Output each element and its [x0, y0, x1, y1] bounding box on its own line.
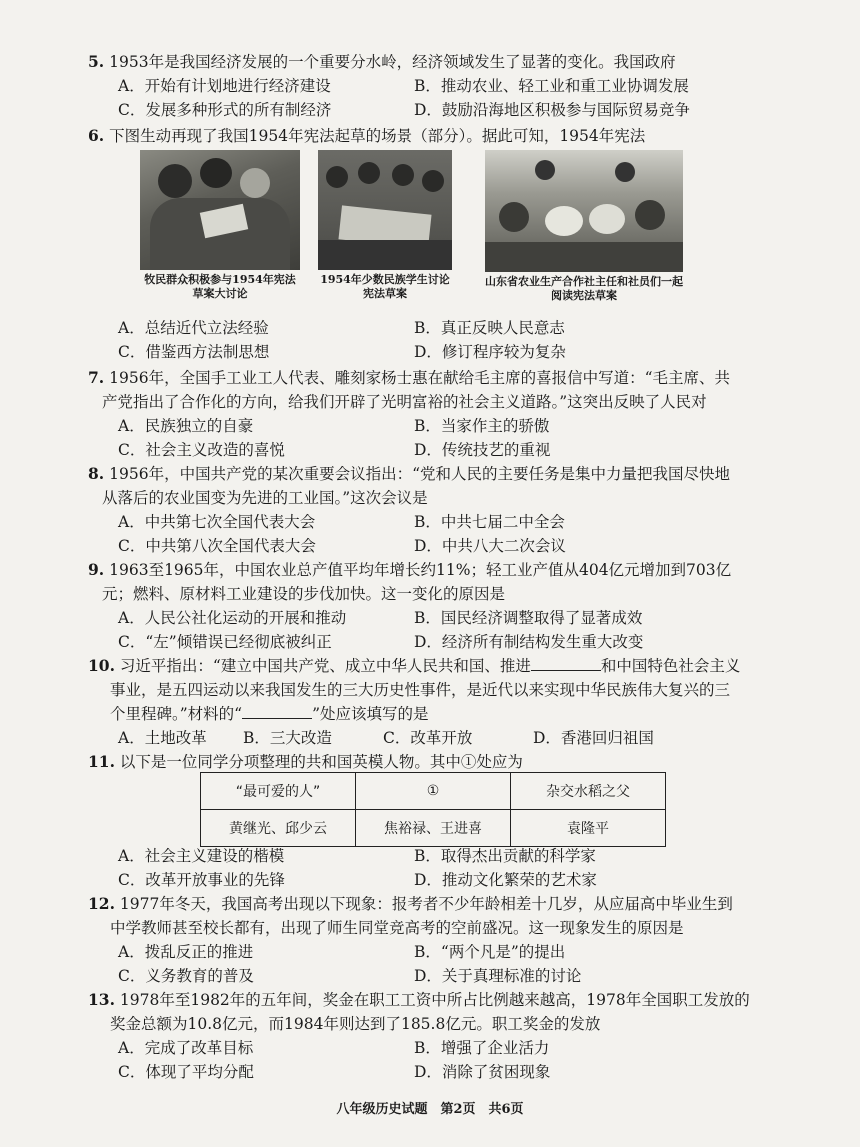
page-footer: 八年级历史试题 第2页 共6页	[336, 1102, 524, 1117]
heroes-table	[200, 772, 666, 847]
question-stem-line-1: 1977年冬天，我国高考出现以下现象：报考者不少年龄相差十几岁，从应届高中毕业生到	[119, 895, 733, 913]
option-a: A．民族独立的自豪	[118, 417, 254, 435]
option-a: A．土地改革	[118, 729, 207, 747]
question-8	[88, 462, 768, 558]
question-7	[88, 366, 768, 462]
option-d: D．修订程序较为复杂	[414, 343, 566, 361]
question-number: 10.	[88, 656, 115, 675]
option-a: A．总结近代立法经验	[118, 319, 269, 337]
question-6	[88, 124, 768, 148]
question-stem-line-1: 1956年，全国手工业工人代表、雕刻家杨士惠在献给毛主席的喜报信中写道：“毛主席、共	[109, 369, 730, 387]
table-cell: 杂交水稻之父	[511, 773, 666, 810]
question-stem: 以下是一位同学分项整理的共和国英模人物。其中①处应为	[119, 753, 523, 771]
option-d: D．中共八大二次会议	[414, 537, 566, 555]
photo-caption: 1954年少数民族学生讨论宪法草案	[320, 273, 450, 300]
option-b: B．真正反映人民意志	[414, 319, 565, 337]
table-row	[201, 773, 666, 810]
question-12	[88, 892, 768, 988]
question-stem-part-2: 和中国特色社会主义	[600, 657, 741, 675]
option-b: B．中共七届二中全会	[414, 513, 565, 531]
option-a: A．拨乱反正的推进	[118, 943, 254, 961]
question-stem-part-1: 习近平指出：“建立中国共产党、成立中华人民共和国、推进	[119, 657, 531, 675]
option-b: B．国民经济调整取得了显著成效	[414, 609, 643, 627]
photo-caption: 牧民群众积极参与1954年宪法草案大讨论	[144, 273, 296, 300]
question-stem-line-2: 奖金总额为10.8亿元，而1984年则达到了185.8亿元。职工奖金的发放	[110, 1015, 601, 1033]
table-cell: 黄继光、邱少云	[201, 810, 356, 847]
option-b: B．取得杰出贡献的科学家	[414, 847, 596, 865]
option-c: C．“左”倾错误已经彻底被纠正	[118, 633, 332, 651]
option-c: C．改革开放事业的先锋	[118, 871, 285, 889]
question-stem-part-4: ”处应该填写的是	[312, 705, 429, 723]
cooperative-photo-image	[485, 150, 683, 272]
photo-caption: 山东省农业生产合作社主任和社员们一起阅读宪法草案	[485, 275, 683, 302]
photo-group	[140, 150, 683, 310]
option-b: B．当家作主的骄傲	[414, 417, 550, 435]
question-number: 6.	[88, 126, 105, 145]
table-cell: 焦裕禄、王进喜	[356, 810, 511, 847]
option-d: D．传统技艺的重视	[414, 441, 551, 459]
option-c: C．社会主义改造的喜悦	[118, 441, 285, 459]
question-11-options	[88, 844, 768, 892]
option-d: D．香港回归祖国	[533, 729, 654, 747]
option-c: C．中共第八次全国代表大会	[118, 537, 316, 555]
option-c: C．义务教育的普及	[118, 967, 254, 985]
option-a: A．人民公社化运动的开展和推动	[118, 609, 347, 627]
fill-blank	[242, 702, 312, 719]
question-number: 12.	[88, 894, 115, 913]
photo-herdsmen	[140, 150, 300, 301]
fill-blank	[531, 654, 601, 671]
option-b: B．推动农业、轻工业和重工业协调发展	[414, 77, 689, 95]
question-5	[88, 50, 768, 122]
option-d: D．鼓励沿海地区积极参与国际贸易竞争	[414, 101, 690, 119]
option-c: C．发展多种形式的所有制经济	[118, 101, 332, 119]
question-number: 8.	[88, 464, 105, 483]
option-a: A．完成了改革目标	[118, 1039, 254, 1057]
table-cell: 袁隆平	[511, 810, 666, 847]
option-d: D．推动文化繁荣的艺术家	[414, 871, 597, 889]
question-stem: 下图生动再现了我国1954年宪法起草的场景（部分）。据此可知，1954年宪法	[109, 127, 646, 145]
photo-students	[318, 150, 452, 301]
option-b: B．三大改造	[243, 729, 332, 747]
question-stem-part-3: 个里程碑。”材料的“	[110, 705, 243, 723]
question-stem-line-2: 产党指出了合作化的方向，给我们开辟了光明富裕的社会主义道路。”这突出反映了人民对	[102, 393, 707, 411]
photo-cooperative	[485, 150, 683, 303]
option-c: C．改革开放	[383, 729, 473, 747]
option-d: D．关于真理标准的讨论	[414, 967, 582, 985]
question-stem-line-1: 1956年，中国共产党的某次重要会议指出：“党和人民的主要任务是集中力量把我国尽快地	[109, 465, 730, 483]
question-number: 13.	[88, 990, 115, 1009]
question-number: 9.	[88, 560, 105, 579]
option-a: A．中共第七次全国代表大会	[118, 513, 316, 531]
table-row	[201, 810, 666, 847]
question-9	[88, 558, 768, 654]
question-6-options	[88, 316, 768, 364]
option-d: D．经济所有制结构发生重大改变	[414, 633, 644, 651]
option-a: A．社会主义建设的楷模	[118, 847, 285, 865]
option-b: B．“两个凡是”的提出	[414, 943, 566, 961]
question-stem-line-1: 1978年至1982年的五年间，奖金在职工工资中所占比例越来越高，1978年全国职工发放的	[119, 991, 750, 1009]
question-stem-line-2: 元；燃料、原材料工业建设的步伐加快。这一变化的原因是	[102, 585, 506, 603]
question-number: 7.	[88, 368, 105, 387]
herdsmen-photo-image	[140, 150, 300, 270]
question-stem-line-1: 1963至1965年，中国农业总产值平均年增长约11%；轻工业产值从404亿元增加到703亿	[109, 561, 732, 579]
table-cell: ①	[356, 773, 511, 810]
question-10	[88, 654, 768, 750]
question-11	[88, 750, 768, 774]
question-number: 5.	[88, 52, 105, 71]
option-d: D．消除了贫困现象	[414, 1063, 551, 1081]
question-stem-line-2: 中学教师甚至校长都有，出现了师生同堂竞高考的空前盛况。这一现象发生的原因是	[110, 919, 684, 937]
question-number: 11.	[88, 752, 115, 771]
table-cell: “最可爱的人”	[201, 773, 356, 810]
option-a: A．开始有计划地进行经济建设	[118, 77, 331, 95]
question-13	[88, 988, 768, 1084]
option-c: C．借鉴西方法制思想	[118, 343, 270, 361]
option-b: B．增强了企业活力	[414, 1039, 550, 1057]
question-stem-line-2: 从落后的农业国变为先进的工业国。”这次会议是	[102, 489, 428, 507]
question-stem-line-2: 事业，是五四运动以来我国发生的三大历史性事件，是近代以来实现中华民族伟大复兴的三	[110, 681, 731, 699]
students-photo-image	[318, 150, 452, 270]
option-c: C．体现了平均分配	[118, 1063, 254, 1081]
question-stem: 1953年是我国经济发展的一个重要分水岭，经济领域发生了显著的变化。我国政府	[109, 53, 676, 71]
